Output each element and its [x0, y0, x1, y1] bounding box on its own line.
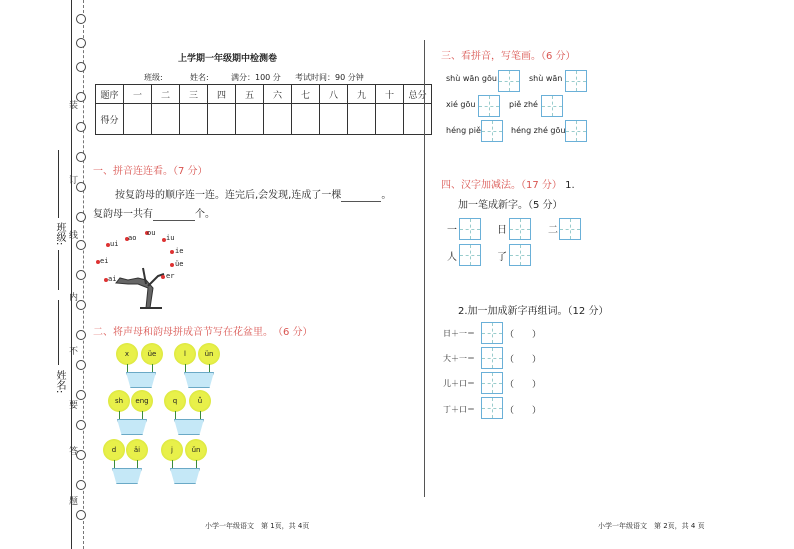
- score-input-cell[interactable]: [208, 104, 236, 135]
- score-input-cell[interactable]: [348, 104, 376, 135]
- letter-ui: ui: [110, 240, 119, 248]
- flower-pot[interactable]: [174, 419, 204, 435]
- score-input-cell[interactable]: [124, 104, 152, 135]
- score-input-cell[interactable]: [180, 104, 208, 135]
- stroke-box[interactable]: [481, 120, 503, 142]
- page2-footer: 小学一年级语文 第 2页，共 4 页: [598, 522, 705, 530]
- table-row-header: 得分: [96, 104, 124, 135]
- class-blank-2: [58, 250, 59, 290]
- flower-consonant: d: [103, 439, 125, 461]
- flower-consonant: q: [164, 390, 186, 412]
- score-input-cell[interactable]: [376, 104, 404, 135]
- base-char: 二: [548, 225, 558, 236]
- flower-vowel: ǎi: [126, 439, 148, 461]
- score-table: [95, 84, 432, 135]
- fold-char: 要: [67, 400, 77, 409]
- flower-pot[interactable]: [170, 468, 200, 484]
- page1-footer: 小学一年级语文 第 1页，共 4页: [205, 522, 310, 530]
- score-input-cell[interactable]: [320, 104, 348, 135]
- word-blank[interactable]: （ ）: [505, 330, 542, 340]
- flower-vowel: eng: [131, 390, 153, 412]
- flower-consonant: x: [116, 343, 138, 365]
- flower-pot[interactable]: [184, 372, 214, 388]
- pinyin-prompt: shù wān gōu: [446, 74, 497, 83]
- table-cell: 八: [320, 85, 348, 104]
- letter-ou: ou: [147, 229, 156, 237]
- base-char: 了: [497, 252, 507, 263]
- page-divider: [424, 40, 425, 497]
- answer-box[interactable]: [481, 322, 503, 344]
- fold-char: 答: [67, 446, 77, 455]
- letter-ie: ie: [175, 247, 184, 255]
- stroke-box[interactable]: [541, 95, 563, 117]
- char-box[interactable]: [459, 244, 481, 266]
- dot[interactable]: [170, 250, 174, 254]
- table-cell: 四: [208, 85, 236, 104]
- name-blank[interactable]: [58, 300, 59, 365]
- dot[interactable]: [161, 275, 165, 279]
- base-char: 一: [447, 225, 457, 236]
- word-blank[interactable]: （ ）: [505, 355, 542, 365]
- table-cell: 九: [348, 85, 376, 104]
- section4-title-suffix: 1.: [565, 180, 575, 191]
- char-box[interactable]: [509, 218, 531, 240]
- table-cell: 一: [124, 85, 152, 104]
- equation: 大＋一＝: [443, 354, 475, 363]
- char-box[interactable]: [459, 218, 481, 240]
- char-box[interactable]: [509, 244, 531, 266]
- letter-ei: ei: [100, 257, 109, 265]
- answer-box[interactable]: [481, 397, 503, 419]
- tree-blank[interactable]: [341, 190, 381, 202]
- table-cell: 六: [264, 85, 292, 104]
- section4-title: [441, 176, 575, 191]
- flower-vowel: ǚ: [189, 390, 211, 412]
- name-label: 姓名:: [54, 370, 65, 394]
- equation: 丁＋口＝: [443, 405, 475, 414]
- flower-consonant: sh: [108, 390, 130, 412]
- pinyin-prompt: héng piě: [446, 126, 481, 135]
- letter-er: er: [166, 272, 175, 280]
- fold-char: 不: [67, 346, 77, 355]
- pinyin-prompt: héng zhé gōu: [511, 126, 566, 135]
- fold-char: 题: [67, 496, 77, 505]
- score-input-cell[interactable]: [292, 104, 320, 135]
- flower-vowel: üe: [141, 343, 163, 365]
- pinyin-prompt: piě zhé: [509, 100, 538, 109]
- flower-pot[interactable]: [117, 419, 147, 435]
- sub1-title: 加一笔成新字。（5 分）: [458, 200, 563, 211]
- base-char: 日: [497, 225, 507, 236]
- page-title: 上学期一年级期中检测卷: [178, 54, 278, 64]
- stroke-box[interactable]: [498, 70, 520, 92]
- info-time: 考试时间：90 分钟: [295, 73, 364, 82]
- section1-line1: [115, 186, 391, 202]
- dot[interactable]: [170, 263, 174, 267]
- letter-ai: ai: [108, 275, 117, 283]
- equation: 日＋一＝: [443, 329, 475, 338]
- pinyin-prompt: shù wān: [529, 74, 563, 83]
- table-row-header: 题序: [96, 85, 124, 104]
- info-class: 班级:: [144, 73, 163, 82]
- score-input-cell[interactable]: [236, 104, 264, 135]
- sub2-title: 2.加一加成新字再组词。（12 分）: [458, 306, 609, 317]
- fold-char: 装: [67, 100, 77, 109]
- score-input-cell[interactable]: [264, 104, 292, 135]
- score-input-cell[interactable]: [152, 104, 180, 135]
- section4-title-text: 四、汉字加减法。（17 分）: [441, 180, 562, 191]
- class-label: 班级:: [54, 222, 65, 246]
- letter-ao: ao: [128, 234, 137, 242]
- flower-consonant: l: [174, 343, 196, 365]
- score-input-cell[interactable]: [404, 104, 432, 135]
- pinyin-prompt: xié gōu: [446, 100, 476, 109]
- letter-ue: üe: [175, 260, 184, 268]
- letter-iu: iu: [166, 234, 175, 242]
- section1-line2-end: 个。: [195, 209, 215, 220]
- binding-line: [71, 0, 72, 549]
- flower-consonant: j: [161, 439, 183, 461]
- info-name: 姓名:: [190, 73, 209, 82]
- section1-line2: [93, 205, 215, 221]
- section1-line2-text: 复韵母一共有: [93, 209, 153, 220]
- word-blank[interactable]: （ ）: [505, 380, 542, 390]
- base-char: 人: [447, 252, 457, 263]
- table-cell: 二: [152, 85, 180, 104]
- stroke-box[interactable]: [565, 70, 587, 92]
- flower-pot[interactable]: [126, 372, 156, 388]
- table-cell: 五: [236, 85, 264, 104]
- info-full-score: 满分：100 分: [231, 73, 281, 82]
- stroke-box[interactable]: [565, 120, 587, 142]
- fold-char: 订: [67, 175, 77, 184]
- section1-line1-text: 按复韵母的顺序连一连。连完后,会发现,连成了一棵: [115, 190, 342, 201]
- class-blank[interactable]: [58, 150, 59, 218]
- section2-title: 二、将声母和韵母拼成音节写在花盆里。 （6 分）: [93, 327, 313, 338]
- answer-box[interactable]: [481, 372, 503, 394]
- table-cell: 三: [180, 85, 208, 104]
- equation: 儿＋口＝: [443, 379, 475, 388]
- flower-vowel: ün: [198, 343, 220, 365]
- section3-title: 三、看拼音，写笔画。（6 分）: [441, 51, 576, 62]
- stroke-box[interactable]: [478, 95, 500, 117]
- section1-line1-end: 。: [381, 190, 392, 201]
- word-blank[interactable]: （ ）: [505, 406, 542, 416]
- table-cell: 七: [292, 85, 320, 104]
- flower-pot[interactable]: [112, 468, 142, 484]
- answer-box[interactable]: [481, 347, 503, 369]
- char-box[interactable]: [559, 218, 581, 240]
- count-blank[interactable]: [153, 209, 195, 221]
- fold-char: 内: [67, 292, 77, 301]
- flower-vowel: ǔn: [185, 439, 207, 461]
- table-cell: 十: [376, 85, 404, 104]
- section1-title: 一、拼音连连看。（7 分）: [93, 166, 208, 177]
- fold-char: 线: [67, 230, 77, 239]
- table-cell: 总分: [404, 85, 432, 104]
